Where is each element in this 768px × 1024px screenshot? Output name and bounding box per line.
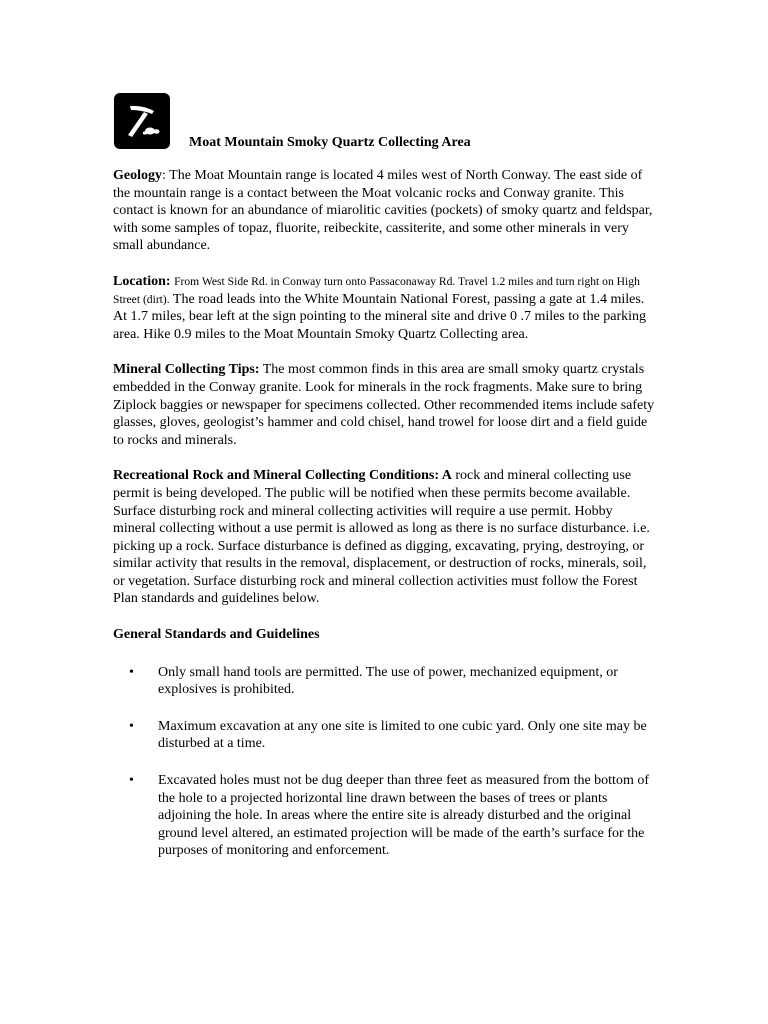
tips-label: Mineral Collecting Tips: bbox=[113, 362, 260, 378]
list-item-text: Only small hand tools are permitted. The use of power, mechanized equipment, or explosives is prohibited. bbox=[158, 664, 618, 698]
bullet-icon: • bbox=[129, 773, 134, 789]
list-item bbox=[113, 664, 658, 699]
tips-text: The most common finds in this area are small smoky quartz crystals embedded in the Conway granite. Look for minerals in the rock fragments. Make sure to bring Ziplock baggies or newspaper for specimens collected. Other recommended items include safety glasses, gloves, geologist’s hammer and cold chisel, hand trowel for loose dirt and a field guide to rocks and minerals. bbox=[113, 362, 655, 448]
location-text: The road leads into the White Mountain National Forest, passing a gate at 1.4 miles. At 1.7 miles, bear left at the sign pointing to the mineral site and drive 0 .7 miles to the parking area. Hike 0.9 miles to the Moat Mountain Smoky Quartz Collecting area. bbox=[113, 291, 647, 342]
bullet-icon: • bbox=[129, 718, 134, 734]
list-item-text: Excavated holes must not be dug deeper than three feet as measured from the bottom of the hole to a projected horizontal line drawn between the bases of trees or plants adjoining the hole. In areas where the entire site is already disturbed and the original ground level altered, an estimated projection will be made of the earth’s surface for the purposes of monitoring and enforcement. bbox=[158, 773, 649, 859]
geology-label: Geology bbox=[113, 168, 162, 183]
list-item bbox=[113, 718, 658, 753]
list-item bbox=[113, 772, 658, 860]
list-item-text: Maximum excavation at any one site is limited to one cubic yard. Only one site may be disturbed at a time. bbox=[158, 718, 647, 752]
bullet-icon: • bbox=[129, 664, 134, 680]
conditions-label: Recreational Rock and Mineral Collecting Conditions: A bbox=[113, 468, 452, 484]
geology-paragraph bbox=[113, 167, 658, 255]
rock-hammer-icon bbox=[114, 93, 170, 149]
location-label: Location: bbox=[113, 273, 171, 289]
page-title: Moat Mountain Smoky Quartz Collecting Area bbox=[189, 135, 471, 150]
standards-heading: General Standards and Guidelines bbox=[113, 627, 320, 643]
conditions-paragraph bbox=[113, 467, 658, 608]
document-body bbox=[113, 167, 658, 879]
conditions-text: rock and mineral collecting use permit is being developed. The public will be notified when these permits become available. Surface disturbing rock and mineral collecting activities will require a use permit. Hobby mineral collecting without a use permit is allowed as long as there is no surface disturbance. i.e. picking up a rock. Surface disturbance is defined as digging, excavating, prying, destroying, or similar activity that results in the removal, displacement, or destruction of rocks, minerals, soil, or vegetation. Surface disturbing rock and mineral collection activities must follow the Forest Plan standards and guidelines below. bbox=[113, 468, 650, 607]
standards-list bbox=[113, 664, 658, 860]
geology-text: : The Moat Mountain range is located 4 miles west of North Conway. The east side of the mountain range is a contact between the Moat volcanic rocks and Conway granite. This contact is known for an abundance of miarolitic cavities (pockets) of smoky quartz and feldspar, with some samples of topaz, fluorite, reibeckite, cassiterite, and some other minerals in very small abundance. bbox=[113, 168, 653, 254]
location-paragraph bbox=[113, 273, 658, 343]
location-directions: From West Side Rd. in Conway turn onto Passaconaway Rd. Travel 1.2 miles and turn right on High Street (dirt). bbox=[113, 274, 640, 306]
tips-paragraph bbox=[113, 361, 658, 449]
